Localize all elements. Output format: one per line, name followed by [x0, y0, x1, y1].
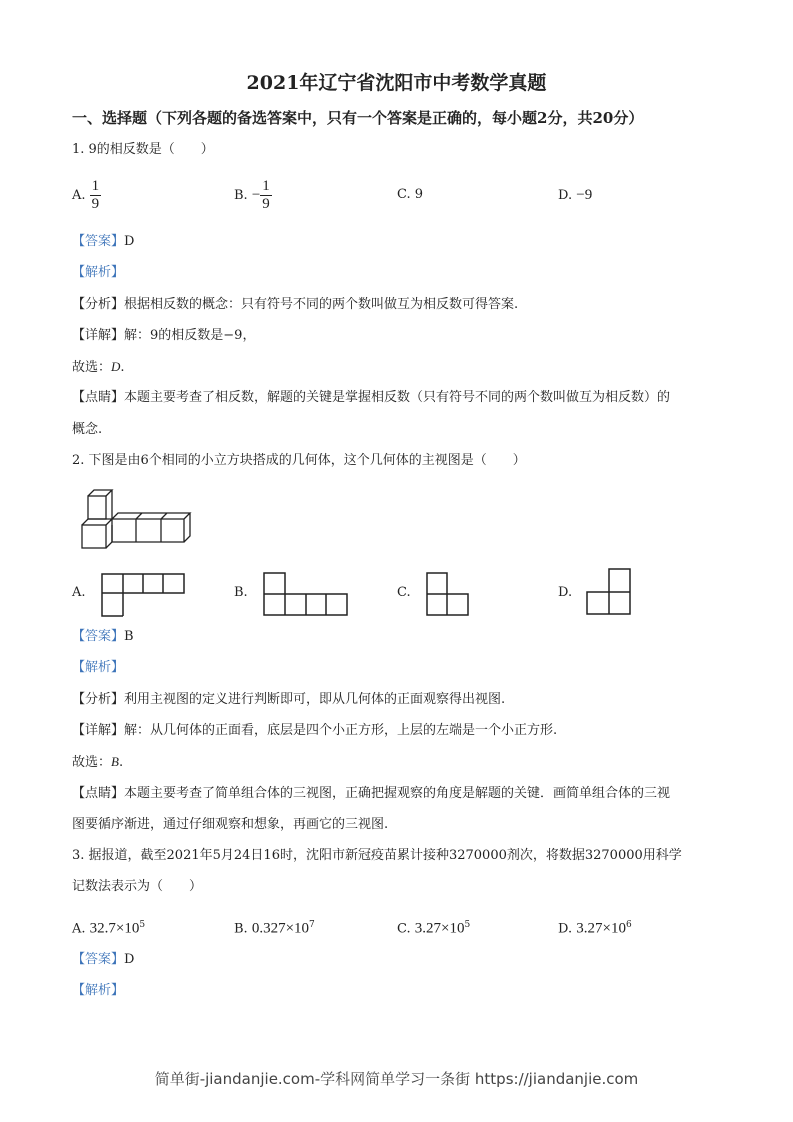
q2-fenxi: 【分析】利用主视图的定义进行判断即可，即从几何体的正面观察得出视图.: [72, 692, 506, 707]
q2-analysis-label: 【解析】: [72, 660, 125, 675]
q1-fenxi: 【分析】根据相反数的概念：只有符号不同的两个数叫做互为相反数可得答案.: [72, 297, 519, 312]
page-title: 2021年辽宁省沈阳市中考数学真题: [246, 72, 547, 94]
q2-xiangjie: 【详解】解：从几何体的正面看，底层是四个小正方形，上层的左端是一个小正方形.: [72, 723, 558, 738]
q2-answer: 【答案】B: [72, 629, 134, 644]
q2-option-a-figure: [100, 572, 188, 618]
q1-dianjing: 【点睛】本题主要考查了相反数，解题的关键是掌握相反数（只有符号不同的两个数叫做互为相反数）的: [72, 390, 671, 405]
q3-option-d: D. $3.27\times 10^6$: [558, 920, 632, 937]
cube-figure: [80, 485, 205, 550]
section-heading: 一、选择题（下列各题的备选答案中，只有一个答案是正确的，每小题2分，共20分）: [72, 109, 644, 127]
q2-option-c-figure: [425, 571, 473, 617]
q2-option-b-figure: [262, 571, 350, 617]
q2-stem: 2. 下图是由6个相同的小立方块搭成的几何体，这个几何体的主视图是（ ）: [72, 453, 526, 468]
q2-option-c-label: C.: [397, 585, 411, 600]
q3-option-a: A. $32.7\times 10^5$: [72, 920, 146, 937]
q2-option-d-figure: [585, 567, 633, 617]
q1-option-b: B. − $\frac{1}{9}$: [234, 178, 270, 212]
q3-option-b: B. $0.327\times 10^7$: [234, 920, 315, 937]
q1-answer: 【答案】D: [72, 234, 135, 249]
q1-xiangjie: 【详解】解：9的相反数是−9，: [72, 328, 256, 343]
q3-analysis-label: 【解析】: [72, 983, 125, 998]
q1-option-a: A. $\frac{1}{9}$: [72, 178, 100, 212]
q2-option-d-label: D.: [558, 585, 573, 600]
q3-answer: 【答案】D: [72, 952, 135, 967]
q2-option-a-label: A.: [72, 585, 86, 600]
q1-option-c: C. 9: [397, 187, 424, 202]
q1-stem: 1. 9的相反数是（ ）: [72, 142, 214, 157]
q2-option-b-label: B.: [234, 585, 248, 600]
q1-choice: 故选：D.: [72, 359, 125, 375]
q1-option-d: D. −9: [558, 187, 593, 203]
q3-option-c: C. $3.27\times 10^5$: [397, 920, 471, 937]
q1-analysis-label: 【解析】: [72, 265, 125, 280]
q2-dianjing: 【点睛】本题主要考查了简单组合体的三视图，正确把握观察的角度是解题的关键．画简单组合体的三视: [72, 786, 671, 801]
q2-dianjing-cont: 图要循序渐进，通过仔细观察和想象，再画它的三视图.: [72, 817, 389, 832]
footer-watermark: 简单街-jiandanjie.com-学科网简单学习一条街 https://jiandanjie.com: [154, 1070, 639, 1088]
q1-dianjing-cont: 概念.: [72, 422, 103, 437]
q3-stem-cont: 记数法表示为（ ）: [72, 879, 203, 894]
q2-choice: 故选：B.: [72, 754, 124, 770]
q3-stem: 3. 据报道，截至2021年5月24日16时，沈阳市新冠疫苗累计接种3270000剂次，将数据3270000用科学: [72, 848, 682, 863]
